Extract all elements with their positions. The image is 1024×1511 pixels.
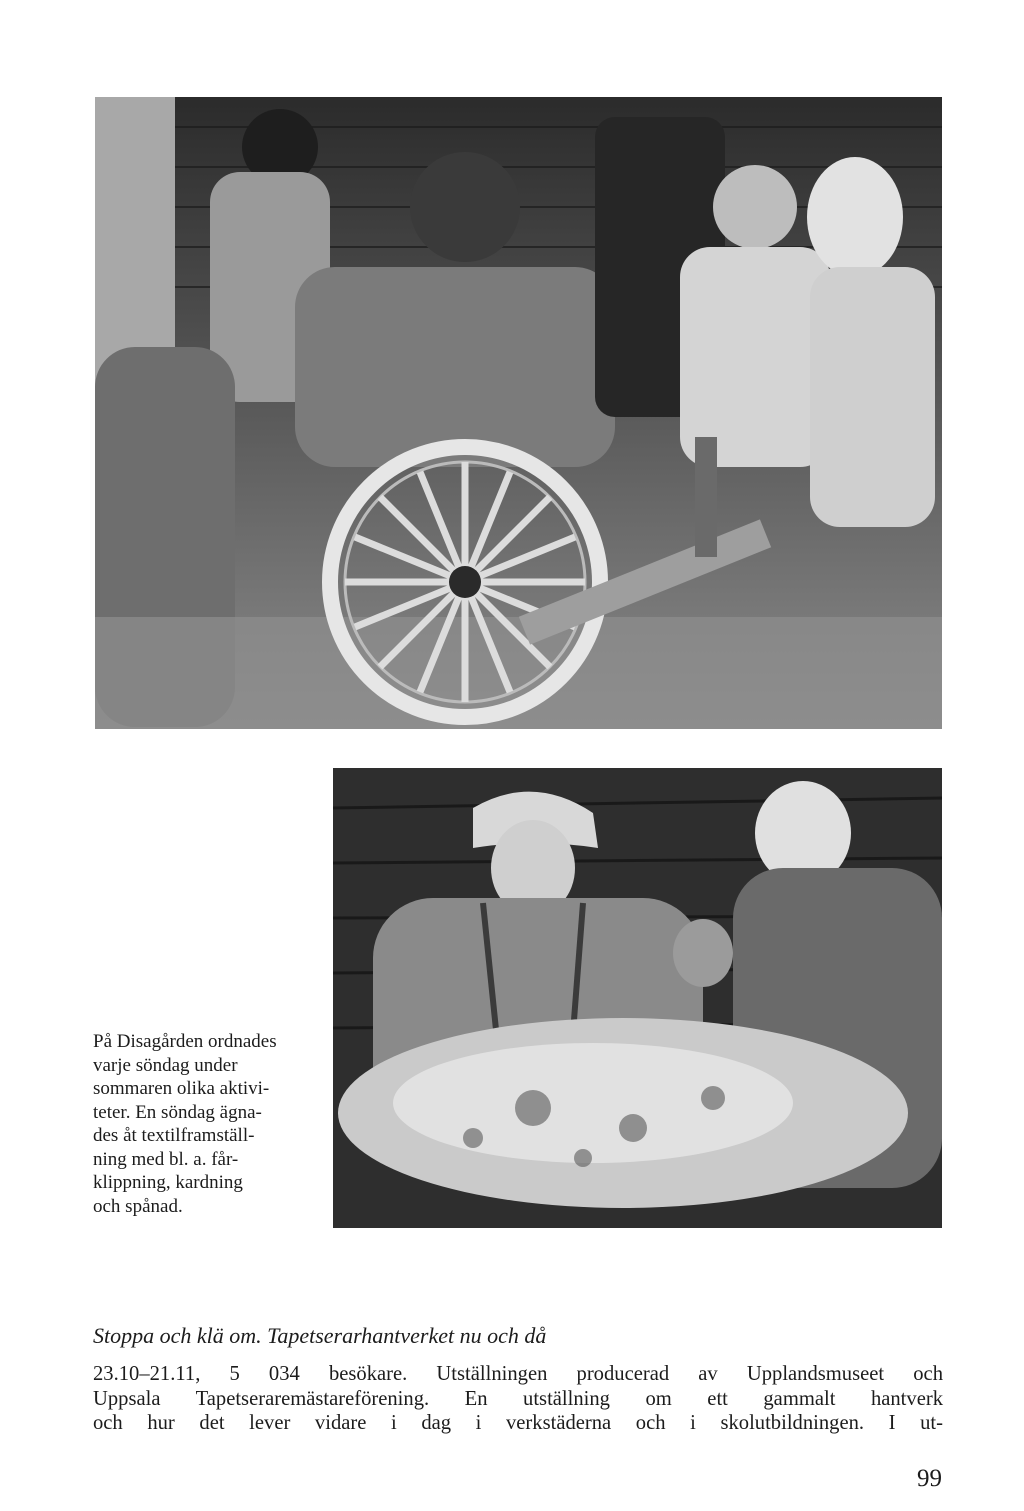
caption-line: teter. En söndag ägna- (93, 1101, 262, 1123)
body-line: Uppsala Tapetseraremästareförening. En utställning om ett gammalt hantverk (93, 1387, 943, 1410)
caption-line: ning med bl. a. får- (93, 1148, 239, 1170)
exhibition-heading: Stoppa och klä om. Tapetserarhantverket nu och då (93, 1323, 547, 1348)
photo-caption (93, 1030, 323, 1218)
caption-line: des åt textilframställ- (93, 1125, 255, 1146)
caption-line: och spånad. (93, 1195, 183, 1217)
photo-sheep-shearing (333, 768, 942, 1228)
caption-line: varje söndag under (93, 1054, 238, 1076)
photo-spinning-wheel (95, 97, 942, 729)
caption-line: På Disagården ordnades (93, 1031, 277, 1052)
photo-spinning-wheel-image (95, 97, 942, 729)
exhibition-body (93, 1362, 943, 1436)
photo-sheep-shearing-image (333, 768, 942, 1228)
body-line: 23.10–21.11, 5 034 besökare. Utställningen producerad av Upplandsmuseet och (93, 1363, 943, 1385)
caption-line: sommaren olika aktivi- (93, 1078, 270, 1099)
caption-line: klippning, kardning (93, 1172, 243, 1193)
page-number: 99 (917, 1465, 942, 1492)
body-line: och hur det lever vidare i dag i verkstäderna och i skolutbildningen. I ut- (93, 1412, 943, 1435)
